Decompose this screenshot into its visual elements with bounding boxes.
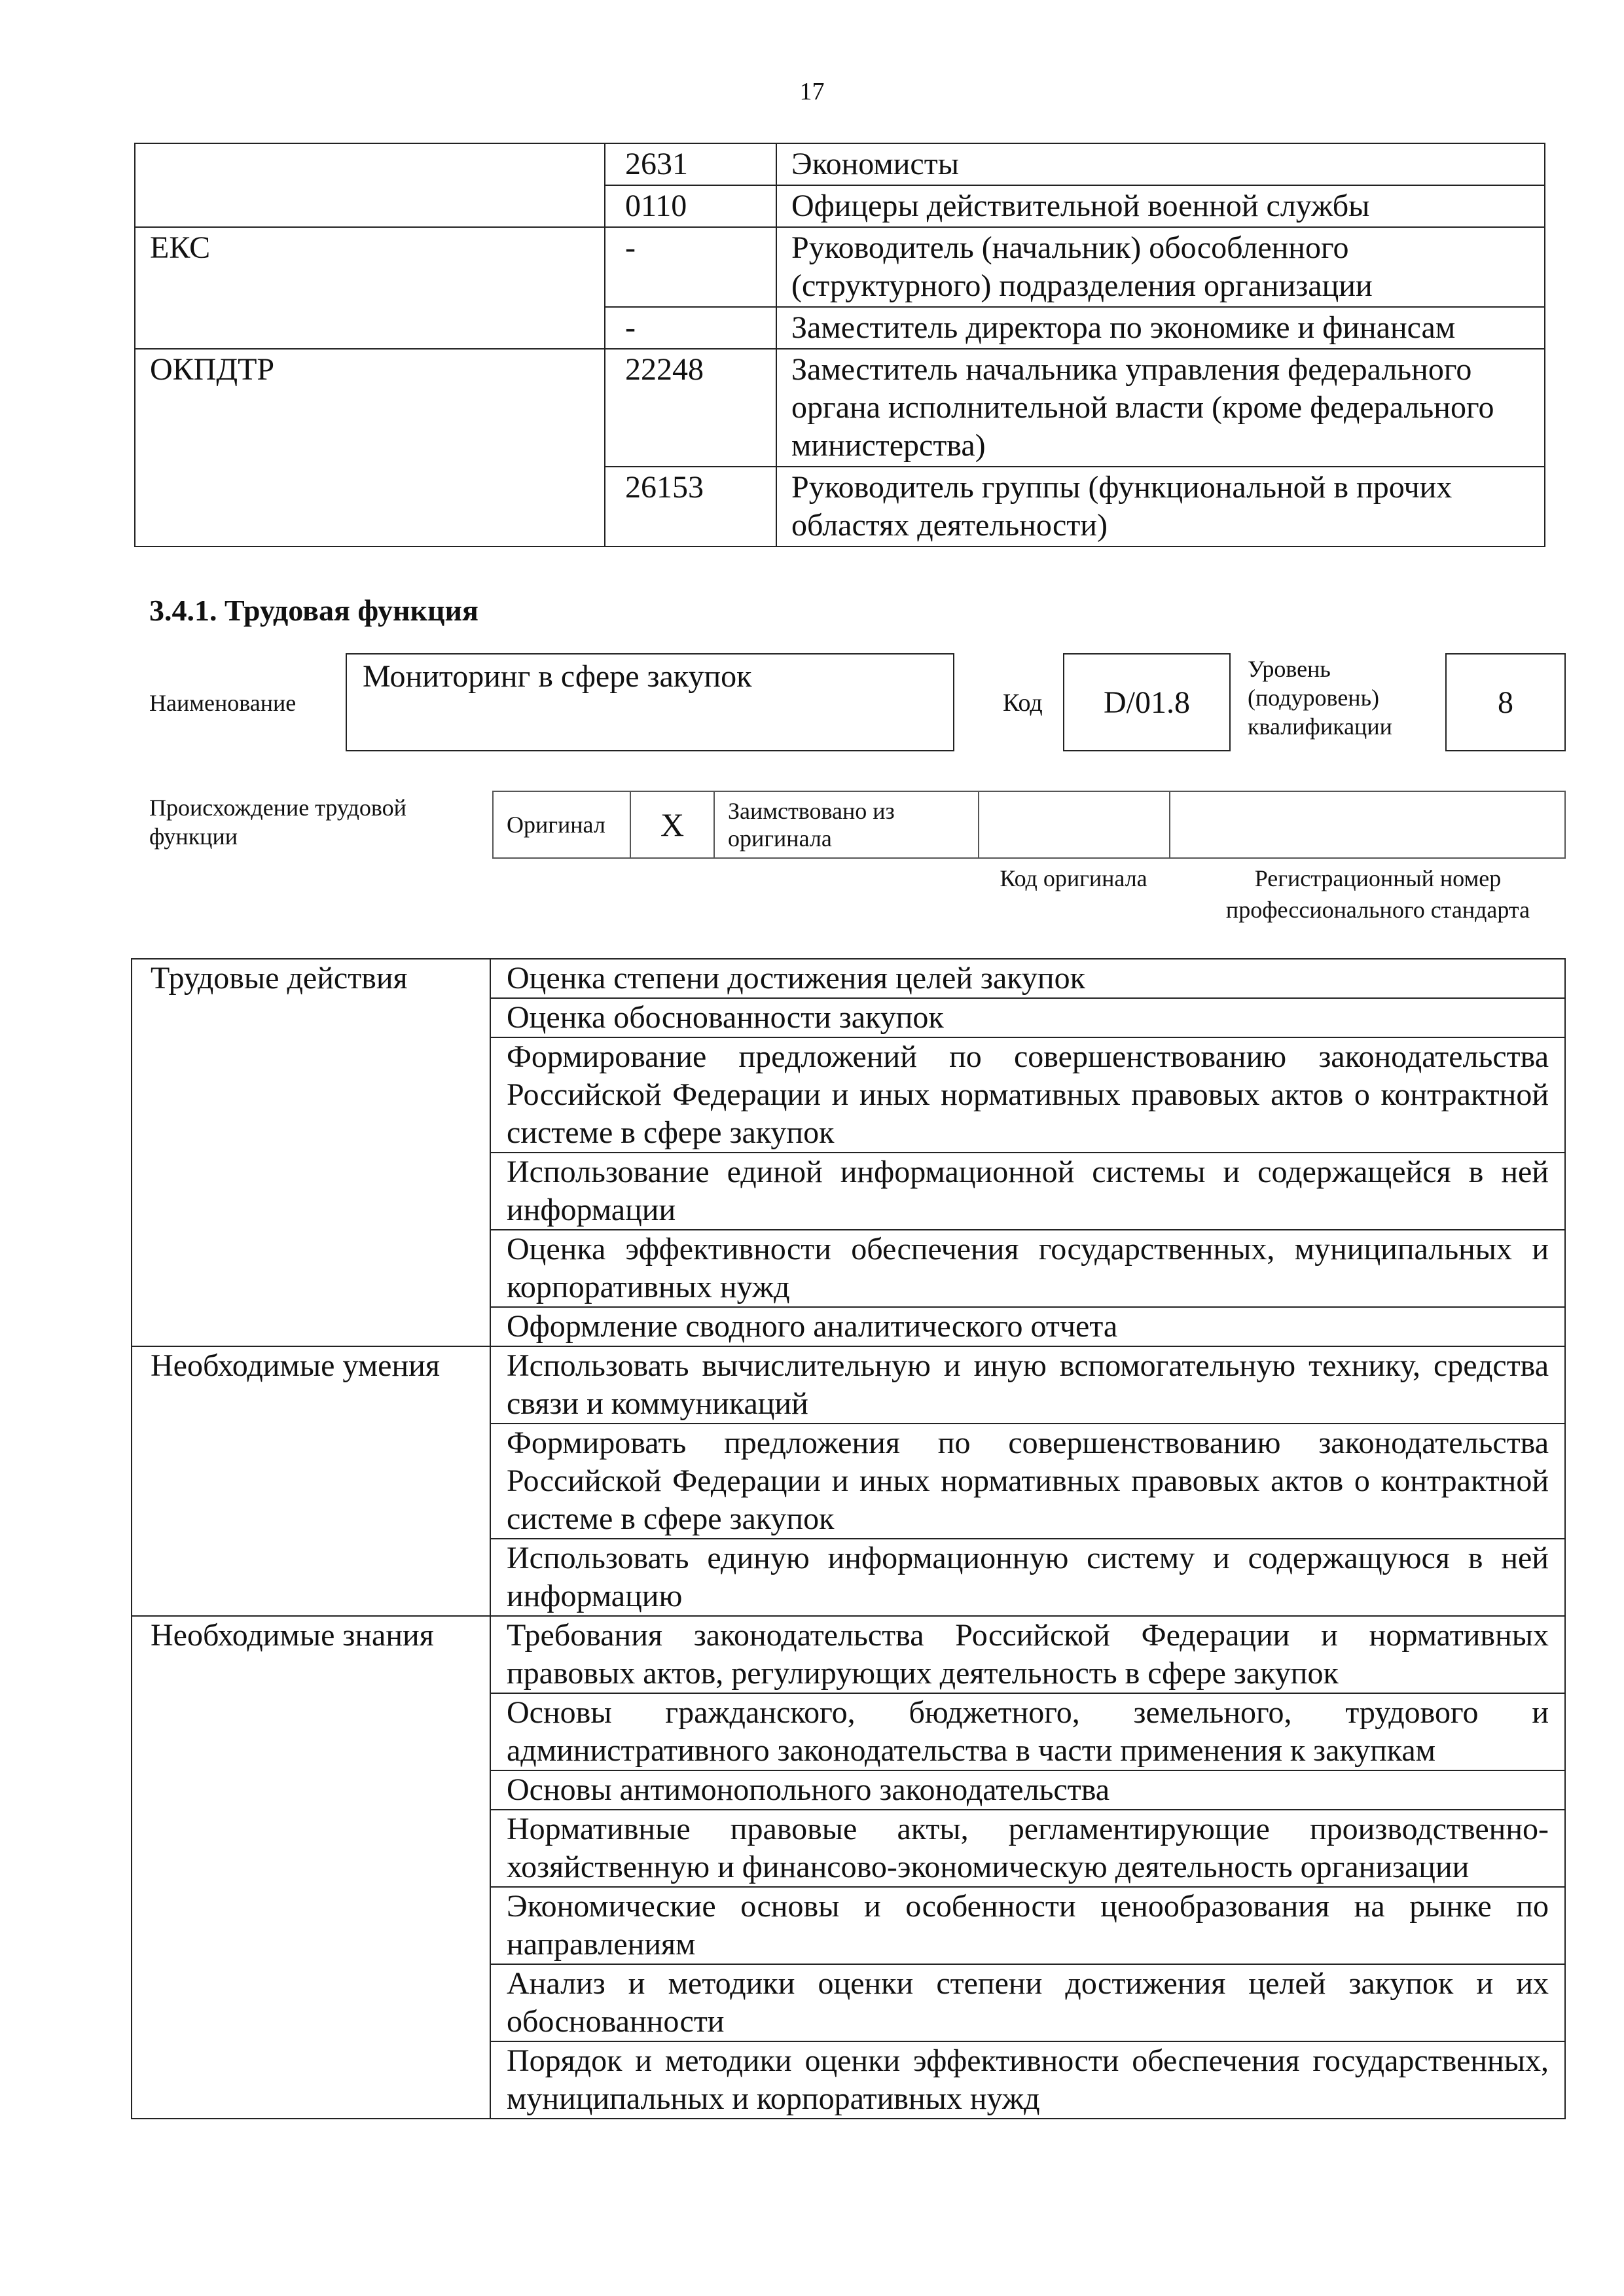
name-cell: Руководитель группы (функциональной в прочих областях деятельности): [776, 467, 1545, 547]
registration-number-cell: [1170, 791, 1565, 858]
list-item: Анализ и методики оценки степени достижения целей закупок и их обоснованности: [490, 1964, 1565, 2041]
section-title-knowledge: Необходимые знания: [132, 1616, 490, 2119]
section-title-labor-actions: Трудовые действия: [132, 959, 490, 1346]
code-label: Код: [1003, 689, 1043, 717]
name-cell: Экономисты: [776, 143, 1545, 185]
system-cell: ОКПДТР: [135, 349, 605, 547]
list-item: Требования законодательства Российской Федерации и нормативных правовых актов, регулирующих деятельность в сфере закупок: [490, 1616, 1565, 1693]
name-label: Наименование: [149, 690, 297, 716]
labor-function-table: [131, 958, 1566, 2119]
list-item: Формировать предложения по совершенствованию законодательства Российской Федерации и иных нормативных правовых актов о контрактной системе в сфере закупок: [490, 1424, 1565, 1539]
original-label: Оригинал: [493, 791, 630, 858]
name-cell: Заместитель начальника управления федерального органа исполнительной власти (кроме федерального министерства): [776, 349, 1545, 467]
list-item: Оценка эффективности обеспечения государственных, муниципальных и корпоративных нужд: [490, 1230, 1565, 1307]
section-title: 3.4.1. Трудовая функция: [149, 594, 478, 627]
original-mark: X: [630, 791, 714, 858]
list-item: Использовать единую информационную систему и содержащуюся в ней информацию: [490, 1539, 1565, 1616]
name-cell: Заместитель директора по экономике и финансам: [776, 307, 1545, 349]
code-cell: -: [605, 227, 776, 307]
list-item: Порядок и методики оценки эффективности обеспечения государственных, муниципальных и корпоративных нужд: [490, 2041, 1565, 2119]
list-item: Основы антимонопольного законодательства: [490, 1770, 1565, 1810]
table-row: [132, 1616, 1565, 1693]
borrowed-label: Заимствовано из оригинала: [714, 791, 979, 858]
registration-number-caption: Регистрационный номер профессионального стандарта: [1225, 865, 1530, 923]
section-title-skills: Необходимые умения: [132, 1346, 490, 1616]
origin-label: Происхождение трудовой функции: [149, 795, 406, 850]
code-cell: 22248: [605, 349, 776, 467]
list-item: Нормативные правовые акты, регламентирующие производственно-хозяйственную и финансово-экономическую деятельность организации: [490, 1810, 1565, 1887]
original-code-cell: [979, 791, 1170, 858]
classification-table: [134, 143, 1545, 547]
table-row: [132, 959, 1565, 998]
list-item: Оформление сводного аналитического отчета: [490, 1307, 1565, 1346]
list-item: Использование единой информационной системы и содержащейся в ней информации: [490, 1153, 1565, 1230]
origin-table: [492, 791, 1566, 859]
table-row: [135, 349, 1545, 467]
name-cell: Руководитель (начальник) обособленного (структурного) подразделения организации: [776, 227, 1545, 307]
list-item: Использовать вычислительную и иную вспомогательную технику, средства связи и коммуникаций: [490, 1346, 1565, 1424]
system-cell: ЕКС: [135, 227, 605, 349]
qualification-level-box: 8: [1445, 653, 1566, 751]
system-cell: [135, 143, 605, 227]
list-item: Оценка обоснованности закупок: [490, 998, 1565, 1037]
page-number: 17: [799, 78, 825, 105]
table-row: [135, 227, 1545, 307]
list-item: Основы гражданского, бюджетного, земельного, трудового и административного законодательства в части применения к закупкам: [490, 1693, 1565, 1770]
code-cell: -: [605, 307, 776, 349]
list-item: Оценка степени достижения целей закупок: [490, 959, 1565, 998]
list-item: Формирование предложений по совершенствованию законодательства Российской Федерации и иных нормативных правовых актов о контрактной системе в сфере закупок: [490, 1037, 1565, 1153]
name-cell: Офицеры действительной военной службы: [776, 185, 1545, 227]
code-cell: 26153: [605, 467, 776, 547]
function-code-box: D/01.8: [1063, 653, 1231, 751]
list-item: Экономические основы и особенности ценообразования на рынке по направлениям: [490, 1887, 1565, 1964]
table-row: [135, 143, 1545, 185]
level-label: Уровень (подуровень) квалификации: [1248, 656, 1392, 740]
code-cell: 0110: [605, 185, 776, 227]
function-name-box: Мониторинг в сфере закупок: [346, 653, 954, 751]
table-row: [132, 1346, 1565, 1424]
code-cell: 2631: [605, 143, 776, 185]
original-code-caption: Код оригинала: [1000, 865, 1147, 891]
